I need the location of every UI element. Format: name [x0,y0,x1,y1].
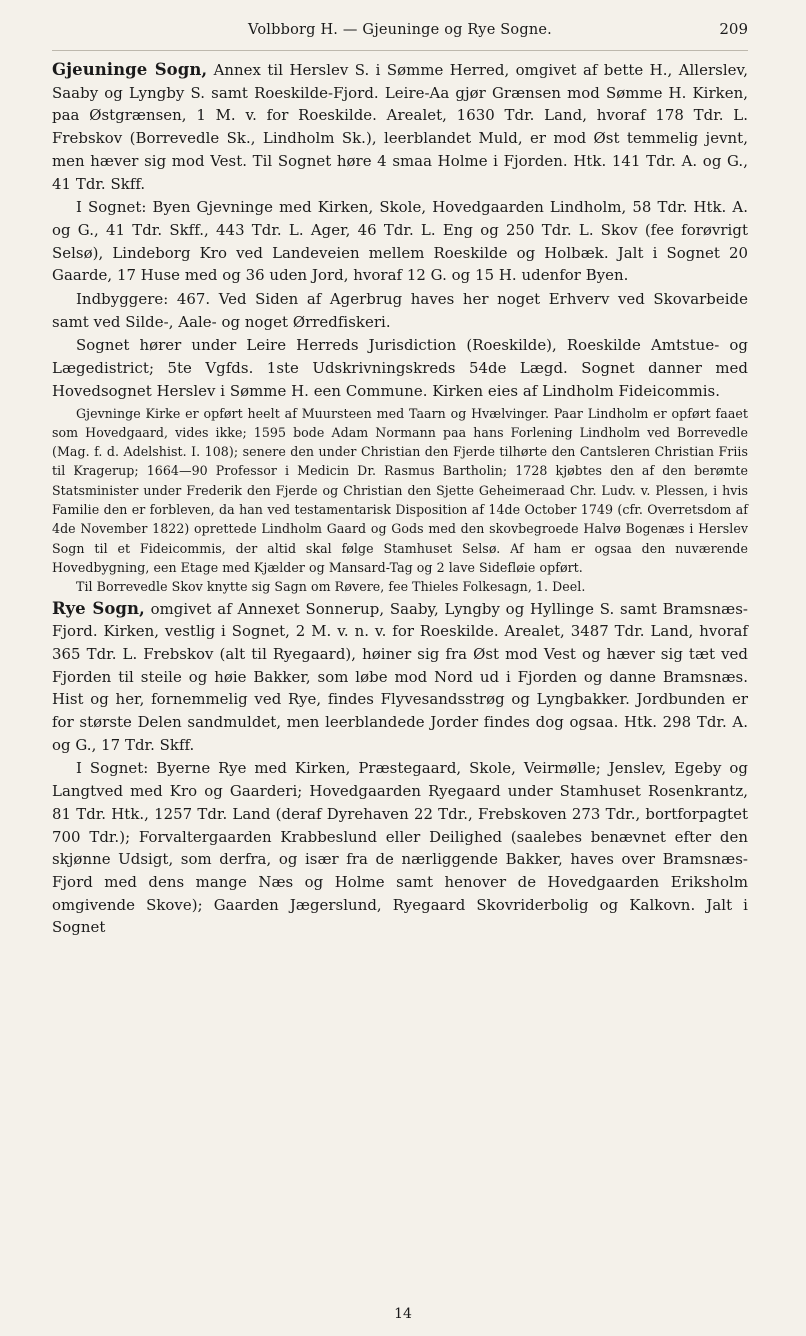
paragraph-rye-sognet: I Sognet: Byerne Rye med Kirken, Præstegaard, Skole, Veirmølle; Jenslev, Egeby og Langtved med Kro og Gaarderi; Hovedgaarden Ryegaard under Stamhuset Rosenkrantz, 81 Tdr. Htk., 1257 Tdr. Land (deraf Dyrehaven 22 Tdr., Frebskoven 273 Tdr., bortforpagtet 700 Tdr.); Forvaltergaarden Krabbeslund eller Deilighed (saalebes benævnet efter den skjønne Udsigt, som derfra, og især fra de nærliggende Bakker, haves over Bramsnæs-Fjord med dens mange Næs og Holme samt henover de Hovedgaarden Eriksholm omgivende Skove); Gaarden Jægerslund, Ryegaard Skovriderbolig og Kalkovn. Jalt i Sognet [52,759,748,937]
paragraph-borrevedle-note: Til Borrevedle Skov knytte sig Sagn om Røvere, fee Thieles Folkesagn, 1. Deel. [76,579,586,595]
paragraph-text: Annex til Herslev S. i Sømme Herred, omgivet af bette H., Allerslev, Saaby og Lyngby S. samt Roeskilde-Fjord. Leire-Aa gjør Grænsen mod Sømme H. Kirken, paa Østgrænsen, 1 M. v. for Roeskilde. Arealet, 1630 Tdr. Land, hvoraf 178 Tdr. L. Frebskov (Borrevedle Sk., Lindholm Sk.), leerblandet Muld, er mod Øst temmelig jevnt, men hæver sig mod Vest. Til Sognet høre 4 smaa Holme i Fjorden. Htk. 141 Tdr. A. og G., 41 Tdr. Skff. [52,61,748,193]
signature-mark: 14 [394,1306,412,1322]
paragraph-gjevninge-indbyggere: Indbyggere: 467. Ved Siden af Agerbrug haves her noget Erhverv ved Skovarbeide samt ved Silde-, Aale- og noget Ørredfiskeri. [52,290,748,331]
paragraph-gjevninge-jurisdiction: Sognet hører under Leire Herreds Jurisdiction (Roeskilde), Roeskilde Amtstue- og Lægedistrict; 5te Vgfds. 1ste Udskrivningskreds 54de Lægd. Sognet danner med Hovedsognet Herslev i Sømme H. een Commune. Kirken eies af Lindholm Fideicommis. [52,336,748,400]
running-header [52,20,748,51]
page-number: 209 [719,20,748,38]
paragraph-text: omgivet af Annexet Sonnerup, Saaby, Lyngby og Hyllinge S. samt Bramsnæs-Fjord. Kirken, vestlig i Sognet, 2 M. v. n. v. for Roeskilde. Arealet, 3487 Tdr. Land, hvoraf 365 Tdr. L. Frebskov (alt til Ryegaard), høiner sig fra Øst mod Vest og hæver sig tæt ved Fjorden til steile og høie Bakker, som løbe mod Nord ud i Fjorden og danne Bramsnæs. Hist og her, fornemmelig ved Rye, findes Flyvesandsstrøg og Lyngbakker. Jordbunden er for største Delen sandmuldet, men leerblandede Jorder findes dog ogsaa. Htk. 298 Tdr. A. og G., 17 Tdr. Skff. [52,599,748,754]
paragraph-gjevninge-intro [52,59,748,195]
paragraph-gjevninge-history: Gjevninge Kirke er opført heelt af Muursteen med Taarn og Hvælvinger. Paar Lindholm er opført faaet som Hovedgaard, vides ikke; 1595 bode Adam Normann paa hans Forlening Lindholm ved Borrevedle (Mag. f. d. Adelshist. I. 108); senere den under Christian den Fjerde tilhørte den Cantsleren Christian Friis til Kragerup; 1664—90 Professor i Medicin Dr. Rasmus Bartholin; 1728 kjøbtes den af den berømte Statsminister under Frederik den Fjerde og Christian den Sjette Geheimeraad Chr. Ludv. v. Plessen, i hvis Familie den er forbleven, da han ved testamentarisk Disposition af 14de October 1749 (cfr. Overretsdom af 4de November 1822) oprettede Lindholm Gaard og Gods med den skovbegroede Halvø Bogenæs i Herslev Sogn til et Fideicommis, der altid skal følge Stamhuset Selsø. Af ham er ogsaa den nuværende Hovedbygning, een Etage med Kjælder og Mansard-Tag og 2 lave Sidefløie opført. [52,405,748,575]
paragraph-gjevninge-sognet: I Sognet: Byen Gjevninge med Kirken, Skole, Hovedgaarden Lindholm, 58 Tdr. Htk. A. og G., 41 Tdr. Skff., 443 Tdr. L. Ager, 46 Tdr. L. Eng og 250 Tdr. L. Skov (fee forøvrigt Selsø), Lindeborg Kro ved Landeveien mellem Roeskilde og Holbæk. Jalt i Sognet 20 Gaarde, 17 Huse med og 36 uden Jord, hvoraf 12 G. og 15 H. udenfor Byen. [52,198,748,285]
page-body [52,59,748,939]
paragraph-rye-intro [52,598,748,757]
running-title: Volbborg H. — Gjeuninge og Rye Sogne. [248,22,552,38]
lemma-gjevninge: Gjeuninge Sogn, [52,60,208,79]
lemma-rye: Rye Sogn, [52,598,145,618]
